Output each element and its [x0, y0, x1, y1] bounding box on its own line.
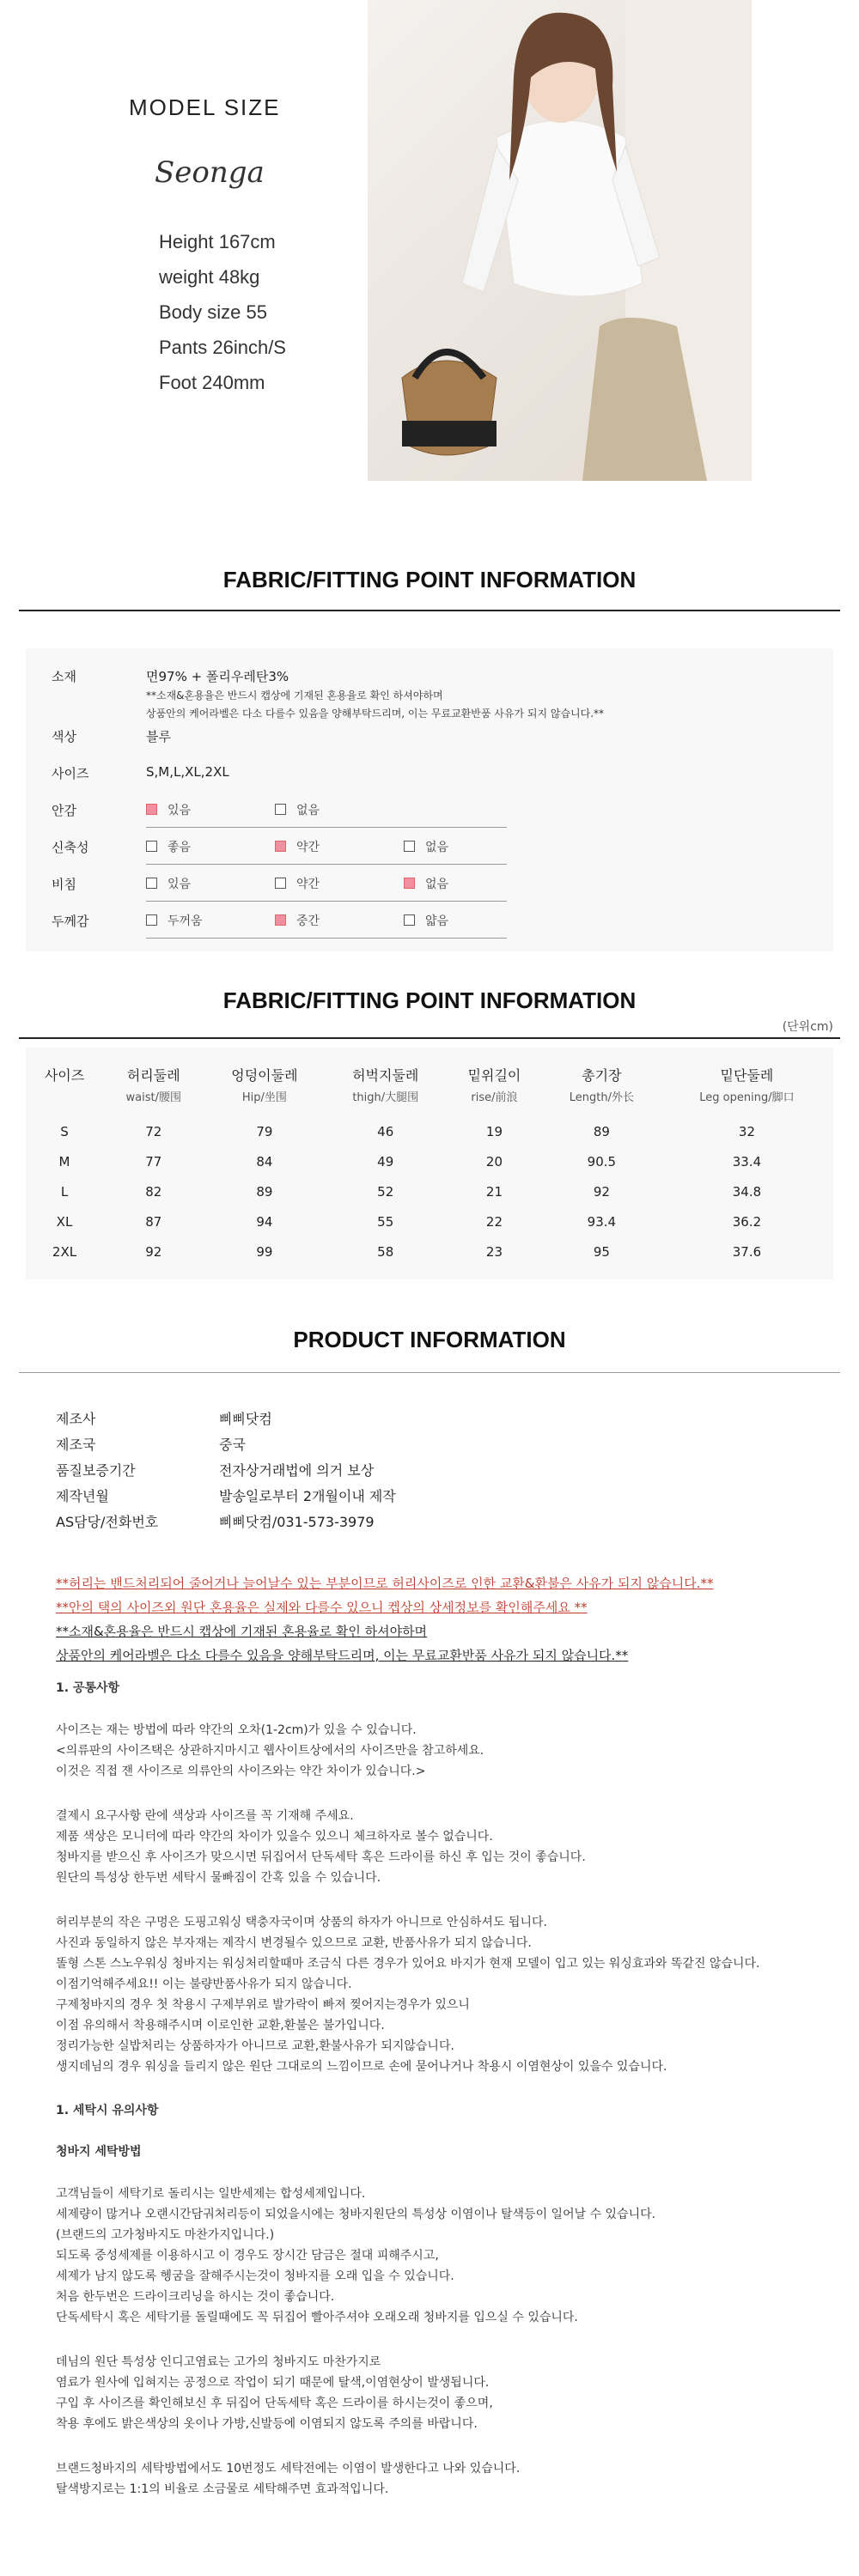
- checkbox-icon: [404, 841, 415, 852]
- cell: 93.4: [587, 1213, 617, 1230]
- row-underline: [146, 938, 507, 939]
- size-divider: [19, 1037, 840, 1039]
- cell: XL: [56, 1213, 73, 1230]
- thickness-option-thick: [146, 912, 203, 929]
- notice-line: 허리부분의 작은 구멍은 도핑고워싱 택충자국이며 상품의 하자가 아니므로 안심하셔도 됩니다.: [56, 1916, 547, 1929]
- sheer-label: 비침: [52, 877, 76, 892]
- material-value: 면97% + 폴리우레탄3%: [146, 669, 289, 684]
- checkbox-checked-icon: [404, 878, 415, 889]
- notice-line: 되도록 중성세제를 이용하시고 이 경우도 장시간 담금은 절대 피해주시고,: [56, 2249, 439, 2263]
- cell: S: [60, 1123, 69, 1139]
- notice-line: 이것은 직접 잰 사이즈로 의류안의 사이즈와는 약간 차이가 있습니다.>: [56, 1765, 426, 1778]
- notice-line: 정리가능한 실밥처리는 상품하자가 아니므로 교환,환불사유가 되지않습니다.: [56, 2039, 454, 2053]
- fabric-row-lining: [26, 791, 833, 828]
- notice-line: 구제청바지의 경우 첫 착용시 구제부위로 발가락이 빠져 찢어지는경우가 있으니: [56, 1998, 470, 2012]
- option-label: 없음: [296, 804, 320, 817]
- thickness-option-thin: [404, 912, 448, 929]
- size-header-row: [26, 1048, 833, 1116]
- option-label: 두꺼움: [168, 914, 203, 928]
- thickness-option-medium: [275, 912, 320, 929]
- model-stat-height: Height 167cm: [159, 231, 276, 252]
- notice-line: 이점 유의해서 착용해주시며 이로인한 교환,환불은 불가입니다.: [56, 2019, 385, 2032]
- model-photo: [368, 0, 752, 481]
- cell: 33.4: [732, 1153, 762, 1170]
- notice-line: (브랜드의 고가청바지도 마찬가지입니다.): [56, 2228, 275, 2242]
- size-table: [26, 1048, 833, 1279]
- fabric-table: [26, 648, 833, 951]
- notice-line: 착용 후에도 밝은색상의 옷이나 가방,신발등에 이염되지 않도록 주의를 바랍니다.: [56, 2417, 478, 2431]
- lining-label: 안감: [52, 803, 76, 818]
- cell: 72: [145, 1123, 162, 1139]
- size-table-title: FABRIC/FITTING POINT INFORMATION: [222, 987, 637, 1013]
- notice-line: 청바지를 받으신 후 사이즈가 맞으시면 뒤집어서 단독세탁 혹은 드라이를 하신 후 입는 것이 좋습니다.: [56, 1850, 586, 1864]
- cell: 92: [145, 1243, 162, 1260]
- notice-line: 세제량이 많거나 오랜시간담궈처리등이 되었을시에는 청바지원단의 특성상 이염이나 탈색등이 일어날 수 있습니다.: [56, 2208, 656, 2221]
- checkbox-checked-icon: [146, 804, 157, 815]
- cell: 23: [485, 1243, 503, 1260]
- notice-line: 탈색방지로는 1:1의 비율로 소금물로 세탁해주면 효과적입니다.: [56, 2482, 389, 2496]
- table-row: [26, 1236, 833, 1267]
- fabric-row-size: [26, 754, 833, 791]
- stretch-label: 신축성: [52, 840, 89, 855]
- cell: 46: [377, 1123, 394, 1139]
- model-stat-weight: weight 48kg: [159, 266, 260, 288]
- warning-tag: **안의 택의 사이즈외 원단 혼용율은 실제와 다를수 있으니 켑상의 상세정보를 확인해주세요 **: [56, 1600, 588, 1615]
- option-label: 약간: [296, 841, 320, 854]
- header-leg-opening: 밑단둘레 Leg opening/脚口: [699, 1067, 795, 1104]
- model-illustration: [368, 0, 752, 481]
- sheer-option-yes: [146, 875, 191, 892]
- color-value: 블루: [146, 729, 171, 744]
- model-info: [129, 94, 387, 400]
- header-size: 사이즈: [44, 1067, 85, 1084]
- notice-line: 똘형 스톤 스노우워싱 청바지는 워싱처리할때마 조금식 다른 경우가 있어요 바지가 현재 모델이 입고 있는 워싱효과와 똑같진 않습니다.: [56, 1957, 760, 1971]
- option-label: 있음: [168, 878, 192, 891]
- model-stat-pants: Pants 26inch/S: [159, 337, 286, 358]
- notice-heading-common: 1. 공통사항: [56, 1681, 120, 1695]
- table-row: [26, 1206, 833, 1236]
- notice-line: 구입 후 사이즈를 확인해보신 후 뒤집어 단독세탁 혹은 드라이를 하시는것이 좋으며,: [56, 2397, 493, 2410]
- fabric-title: FABRIC/FITTING POINT INFORMATION: [222, 567, 637, 592]
- unit-label: (단위cm): [782, 1020, 833, 1034]
- cell: 89: [256, 1183, 273, 1200]
- cell: 36.2: [732, 1213, 762, 1230]
- cell: 82: [145, 1183, 162, 1200]
- cell: 34.8: [732, 1183, 762, 1200]
- stretch-option-none: [404, 838, 448, 855]
- product-divider: [19, 1372, 840, 1373]
- fabric-row-thickness: [26, 902, 833, 939]
- thickness-label: 두께감: [52, 914, 89, 929]
- size-value: S,M,L,XL,2XL: [146, 764, 229, 780]
- cell: 95: [593, 1243, 610, 1260]
- color-label: 색상: [52, 729, 76, 744]
- notice-line: 사이즈는 재는 방법에 따라 약간의 오차(1-2cm)가 있을 수 있습니다.: [56, 1723, 417, 1737]
- checkbox-icon: [146, 914, 157, 926]
- cell: L: [60, 1183, 69, 1200]
- cell: M: [58, 1153, 70, 1170]
- notice-line: 생지데님의 경우 워싱을 들리지 않은 원단 그대로의 느낌이므로 손에 묻어나거나 착용시 이염현상이 있을수 있습니다.: [56, 2060, 667, 2074]
- sheer-option-slight: [275, 875, 320, 892]
- model-stats: [129, 224, 387, 400]
- checkbox-icon: [146, 841, 157, 852]
- notice-line: 제품 색상은 모니터에 따라 약간의 차이가 있을수 있으니 체크하자로 볼수 없습니다.: [56, 1830, 493, 1844]
- notice-line: 사진과 동일하지 않은 부자재는 제작시 변경될수 있으므로 교환, 반품사유가 되지 않습니다.: [56, 1936, 532, 1950]
- lining-option-yes: [146, 801, 191, 818]
- notice-line: 이점기억해주세요!! 이는 불량반품사유가 되지 않습니다.: [56, 1978, 352, 1991]
- table-row: [26, 1146, 833, 1176]
- checkbox-icon: [275, 804, 286, 815]
- checkbox-icon: [404, 914, 415, 926]
- size-label: 사이즈: [52, 766, 89, 781]
- cell: 49: [377, 1153, 394, 1170]
- fabric-row-stretch: [26, 828, 833, 865]
- header-rise: 밑위길이 rise/前浪: [467, 1067, 521, 1104]
- material-note-2: 상품안의 케어라벨은 다소 다를수 있음을 양해부탁드리며, 이는 무료교환반품 사유가 되지 않습니다.**: [146, 708, 605, 720]
- notice-line: 데님의 원단 특성상 인디고염료는 고가의 청바지도 마찬가지로: [56, 2355, 381, 2369]
- cell: 58: [377, 1243, 394, 1260]
- notice-line: 세제가 남지 않도록 헹굼을 잘해주시는것이 청바지를 오래 입을 수 있습니다.: [56, 2269, 454, 2283]
- cell: 90.5: [587, 1153, 617, 1170]
- model-size-title: MODEL SIZE: [129, 94, 281, 120]
- cell: 32: [738, 1123, 755, 1139]
- cell: 87: [145, 1213, 162, 1230]
- cell: 20: [485, 1153, 503, 1170]
- fabric-row-color: [26, 717, 833, 754]
- material-label: 소재: [52, 669, 76, 684]
- cell: 22: [485, 1213, 503, 1230]
- option-label: 약간: [296, 878, 320, 891]
- cell: 19: [485, 1123, 503, 1139]
- notice-heading-wash: 1. 세탁시 유의사항: [56, 2104, 159, 2117]
- notice-line: <의류판의 사이즈택은 상관하지마시고 웹사이트상에서의 사이즈만을 참고하세요.: [56, 1744, 484, 1758]
- notice-line: 원단의 특성상 한두번 세탁시 물빠짐이 간혹 있을 수 있습니다.: [56, 1871, 381, 1885]
- cell: 2XL: [52, 1243, 77, 1260]
- cell: 21: [485, 1183, 503, 1200]
- product-title: PRODUCT INFORMATION: [293, 1327, 566, 1352]
- fabric-row-sheer: [26, 865, 833, 902]
- warning-waist: **허리는 밴드처리되어 줄어거나 늘어날수 있는 부분이므로 허리사이즈로 인한 교환&환불은 사유가 되지 않습니다.**: [56, 1576, 714, 1591]
- notice-line: 결제시 요구사항 란에 색상과 사이즈를 꼭 기재해 주세요.: [56, 1809, 354, 1823]
- header-thigh: 허벅지둘레 thigh/大腿围: [352, 1067, 419, 1104]
- checkbox-icon: [146, 878, 157, 889]
- notice-line: 염료가 원사에 입혀지는 공정으로 작업이 되기 때문에 탈색,이염현상이 발생됩니다.: [56, 2376, 490, 2390]
- option-label: 중간: [296, 914, 320, 928]
- option-label: 좋음: [168, 841, 192, 854]
- stretch-option-good: [146, 838, 191, 855]
- material-cell: [146, 667, 604, 721]
- cell: 99: [256, 1243, 273, 1260]
- cell: 84: [256, 1153, 273, 1170]
- header-waist: 허리둘레 waist/腰围: [125, 1067, 181, 1104]
- option-label: 없음: [425, 841, 449, 854]
- notice-line: 단독세탁시 혹은 세탁기를 돌릴때에도 꼭 뒤집어 빨아주셔야 오래오래 청바지를 입으실 수 있습니다.: [56, 2311, 578, 2324]
- notice-body: [56, 1679, 829, 2500]
- option-label: 없음: [425, 878, 449, 891]
- fabric-divider: [19, 610, 840, 611]
- model-stat-foot: Foot 240mm: [159, 372, 265, 393]
- lining-option-no: [275, 801, 320, 818]
- sheer-option-none: [404, 875, 448, 892]
- warning-material-2: 상품안의 케어라벨은 다소 다를수 있음을 양해부탁드리며, 이는 무료교환반품 사유가 되지 않습니다.**: [56, 1648, 629, 1663]
- checkbox-checked-icon: [275, 914, 286, 926]
- cell: 77: [145, 1153, 162, 1170]
- cell: 92: [593, 1183, 610, 1200]
- notice-line: 고객님들이 세탁기로 돌리시는 일반세제는 합성세제입니다.: [56, 2187, 366, 2201]
- model-section: [0, 0, 859, 481]
- notice-line: 처음 한두번은 드라이크리닝을 하시는 것이 좋습니다.: [56, 2290, 335, 2304]
- table-row: [26, 1176, 833, 1206]
- warnings: [56, 1571, 713, 1668]
- cell: 37.6: [732, 1243, 762, 1260]
- cell: 79: [256, 1123, 273, 1139]
- cell: 89: [593, 1123, 610, 1139]
- stretch-option-slight: [275, 838, 320, 855]
- table-row: [26, 1116, 833, 1146]
- checkbox-checked-icon: [275, 841, 286, 852]
- fabric-row-material: [26, 657, 833, 720]
- material-note-1: **소재&혼용율은 반드시 캡상에 기재된 혼용율로 확인 하셔야하며: [146, 690, 443, 702]
- cell: 55: [377, 1213, 394, 1230]
- cell: 52: [377, 1183, 394, 1200]
- cell: 94: [256, 1213, 273, 1230]
- header-length: 총기장 Length/外长: [569, 1067, 634, 1104]
- warning-material-1: **소재&혼용율은 반드시 캡상에 기재된 혼용율로 확인 하셔야하며: [56, 1624, 428, 1639]
- notice-heading-jeans-wash: 청바지 세탁방법: [56, 2145, 142, 2159]
- model-name: Seonga: [155, 155, 265, 190]
- checkbox-icon: [275, 878, 286, 889]
- notice-line: 브랜드청바지의 세탁방법에서도 10번정도 세탁전에는 이염이 발생한다고 나와 있습니다.: [56, 2462, 521, 2476]
- header-hip: 엉덩이둘레 Hip/坐围: [231, 1067, 298, 1104]
- option-label: 얇음: [425, 914, 449, 928]
- model-stat-body: Body size 55: [159, 301, 267, 323]
- option-label: 있음: [168, 804, 192, 817]
